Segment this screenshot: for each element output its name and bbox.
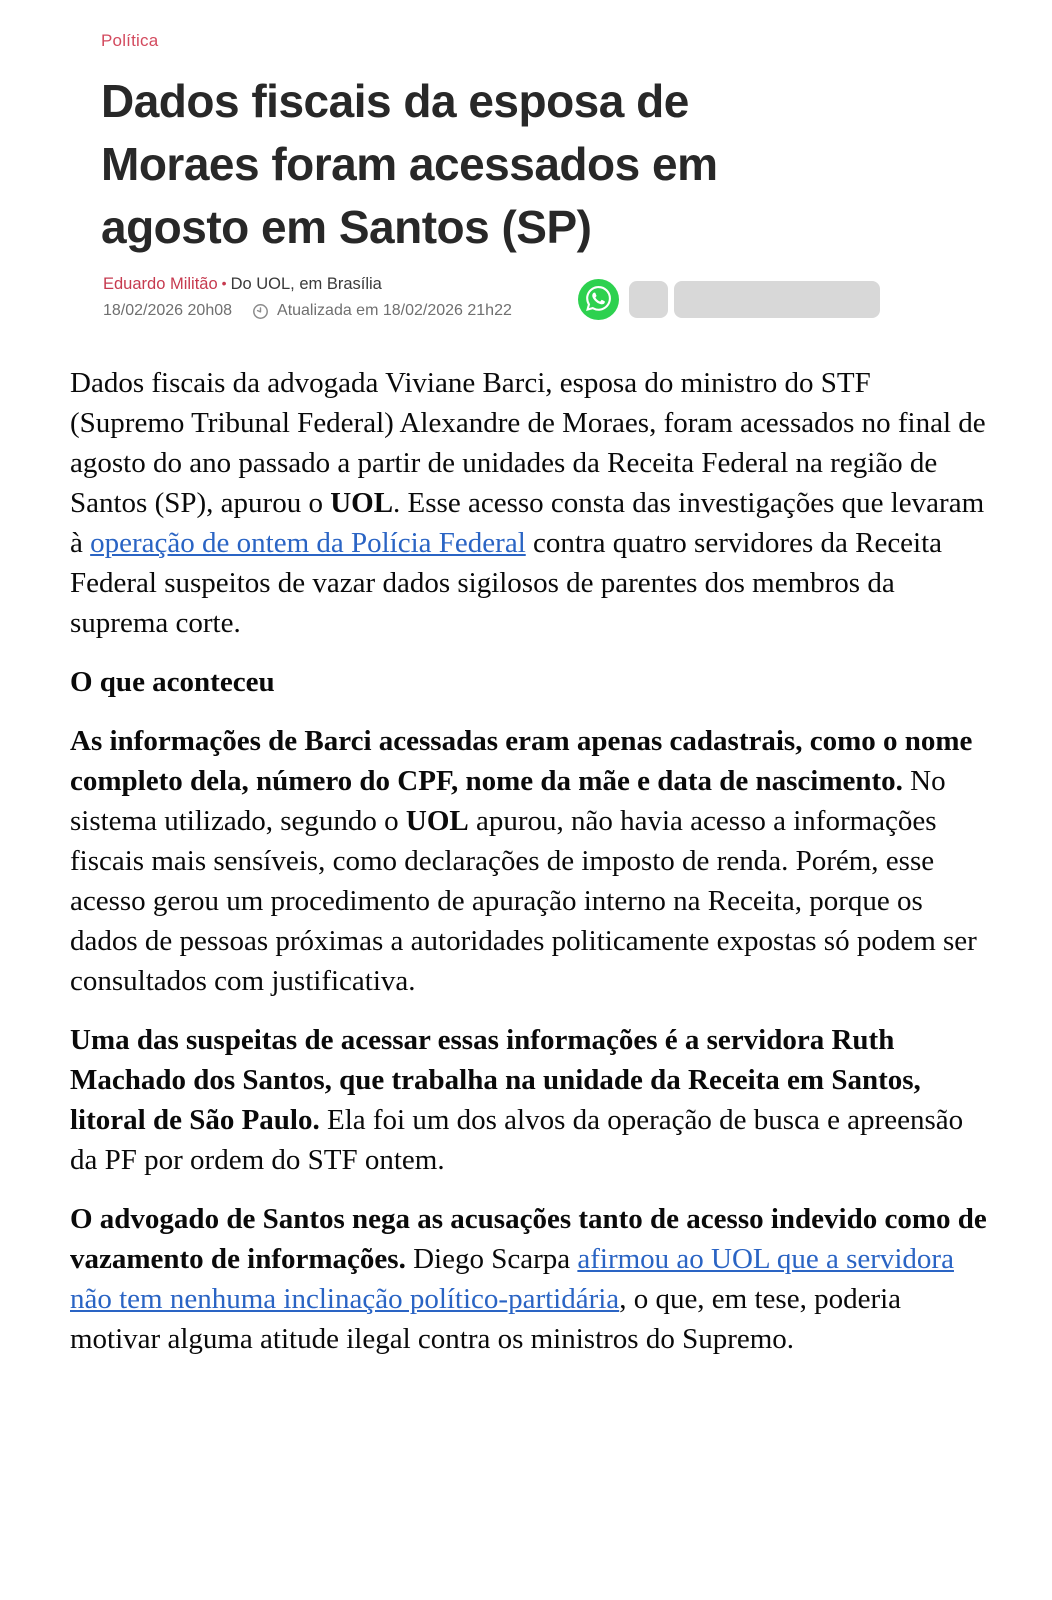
whatsapp-icon <box>586 286 611 314</box>
clock-icon <box>252 303 269 320</box>
uol-brand-text: UOL <box>405 805 469 837</box>
bold-lead: As informações de Barci acessadas eram apenas cadastrais, como o nome completo dela, número do CPF, nome da mãe e data de nascimento. <box>70 725 973 797</box>
share-bar <box>578 279 880 320</box>
text-run: Ela foi um dos alvos da operação de busca e apreensão da PF por ordem do STF ontem. <box>70 1104 964 1176</box>
share-button-placeholder-small[interactable] <box>629 281 668 318</box>
category-link[interactable]: Política <box>101 31 159 50</box>
article-body <box>70 363 988 1378</box>
bold-lead: O advogado de Santos nega as acusações tanto de acesso indevido como de vazamento de informações. <box>70 1203 987 1275</box>
text-run: No sistema utilizado, segundo o <box>70 765 946 837</box>
publish-date: 18/02/2026 20h08 <box>103 302 233 319</box>
text-run: apurou, não havia acesso a informações fiscais mais sensíveis, como declarações de imposto de renda. Porém, esse acesso gerou um procedimento de apuração interno na Receita, porque os dados de pessoas próximas a autoridades politicamente expostas só podem ser consultados com justificativa. <box>70 805 977 997</box>
whatsapp-share-button[interactable] <box>578 279 619 320</box>
link-afirmou-ao-uol[interactable]: afirmou ao UOL que a servidora não tem nenhuma inclinação político-partidária <box>70 1243 954 1315</box>
page-title: Dados fiscais da esposa de Moraes foram acessados em agosto em Santos (SP) <box>101 75 718 253</box>
section-heading: O que aconteceu <box>70 666 275 698</box>
article-paragraph-3 <box>70 1020 988 1180</box>
bold-lead: Uma das suspeitas de acessar essas informações é a servidora Ruth Machado dos Santos, que trabalha na unidade da Receita em Santos, litoral de São Paulo. <box>70 1024 921 1136</box>
updated-date: Atualizada em 18/02/2026 21h22 <box>277 302 512 319</box>
article-header <box>101 31 981 259</box>
text-run: Diego Scarpa <box>405 1243 578 1275</box>
article-paragraph-4 <box>70 1199 988 1359</box>
uol-brand-text: UOL <box>330 487 394 519</box>
article-paragraph-1 <box>70 363 988 643</box>
byline-separator: • <box>221 275 227 291</box>
text-run: . Esse acesso consta das investigações que levaram à <box>70 487 985 559</box>
share-button-placeholder-wide[interactable] <box>674 281 880 318</box>
author-link[interactable]: Eduardo Militão <box>103 275 218 293</box>
byline-origin: Do UOL, em Brasília <box>230 275 382 293</box>
text-run: , o que, em tese, poderia motivar alguma atitude ilegal contra os ministros do Supremo. <box>70 1283 902 1355</box>
text-run: contra quatro servidores da Receita Federal suspeitos de vazar dados sigilosos de parentes dos membros da suprema corte. <box>70 527 943 639</box>
article-paragraph-2 <box>70 721 988 1001</box>
link-operacao-policia-federal[interactable]: operação de ontem da Polícia Federal <box>90 527 526 559</box>
text-run: Dados fiscais da advogada Viviane Barci, esposa do ministro do STF (Supremo Tribunal Federal) Alexandre de Moraes, foram acessados no final de agosto do ano passado a partir de unidades da Receita Federal na região de Santos (SP), apurou o <box>70 367 986 519</box>
